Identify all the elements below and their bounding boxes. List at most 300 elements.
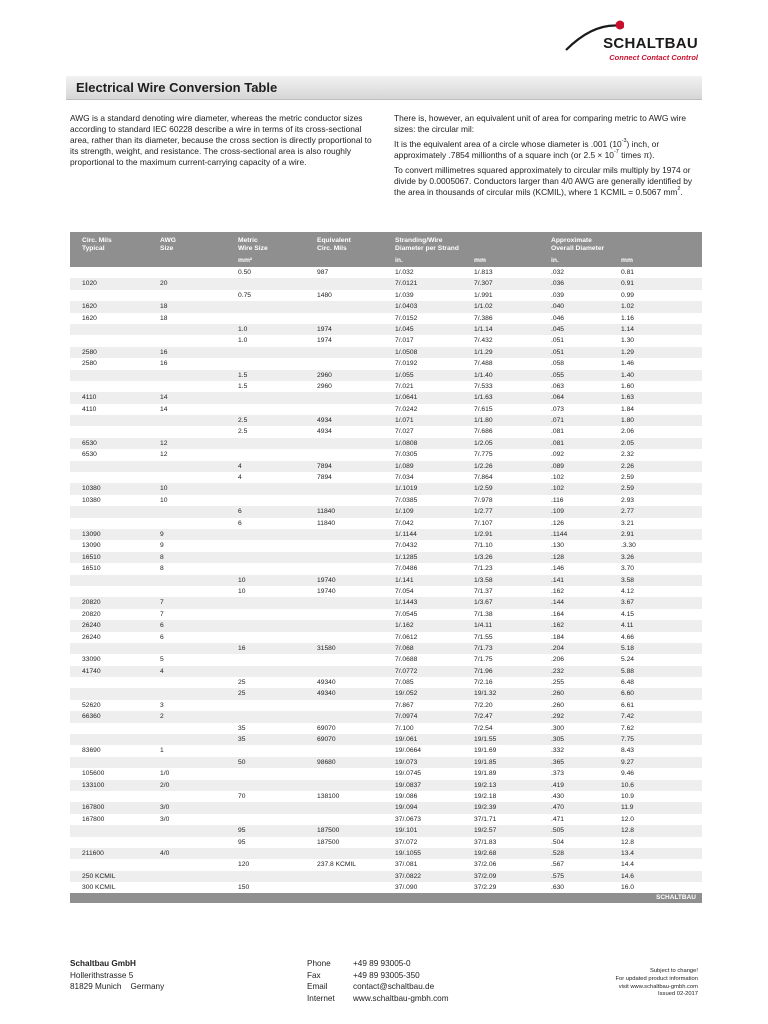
- table-cell: 20: [160, 280, 168, 288]
- table-cell: 19/.061: [395, 736, 418, 744]
- table-row: [70, 871, 702, 882]
- table-cell: 6: [160, 633, 164, 641]
- table-cell: 69070: [317, 736, 336, 744]
- table-cell: 16: [238, 644, 246, 652]
- table-cell: 6530: [82, 439, 97, 447]
- table-cell: 1/1.80: [474, 417, 493, 425]
- table-footer-logo: SCHALTBAU: [656, 894, 696, 902]
- table-cell: 7/.0152: [395, 314, 418, 322]
- table-cell: 7/1.96: [474, 667, 493, 675]
- table-cell: .305: [551, 736, 565, 744]
- table-cell: 300 KCMIL: [82, 884, 116, 892]
- table-cell: 37/2.09: [474, 872, 497, 880]
- table-cell: 7/.867: [395, 701, 414, 709]
- table-cell: 4: [238, 474, 242, 482]
- table-header: [70, 232, 702, 267]
- table-cell: 7/.0612: [395, 633, 418, 641]
- table-cell: 37/2.29: [474, 884, 497, 892]
- table-cell: 5.88: [621, 667, 635, 675]
- note-subject-to-change: Subject to change!: [649, 968, 698, 974]
- footer-notes: [616, 968, 699, 999]
- fax-label: Fax: [307, 970, 321, 980]
- table-cell: 7/.054: [395, 587, 414, 595]
- table-cell: 16.0: [621, 884, 635, 892]
- table-cell: 7/2.47: [474, 713, 493, 721]
- table-cell: 3.70: [621, 565, 635, 573]
- table-cell: 9: [160, 542, 164, 550]
- table-cell: 10.6: [621, 781, 635, 789]
- table-cell: 70: [238, 792, 246, 800]
- table-cell: 19/1.55: [474, 736, 497, 744]
- header-equivalent: Equivalent Circ. Mils: [317, 237, 351, 252]
- table-cell: 7/.0121: [395, 280, 418, 288]
- table-cell: 133100: [82, 781, 105, 789]
- table-cell: .073: [551, 405, 565, 413]
- table-cell: 14.4: [621, 861, 635, 869]
- table-cell: 1/.1144: [395, 530, 417, 538]
- table-cell: 1/.1019: [395, 485, 418, 493]
- table-cell: 7/1.37: [474, 587, 493, 595]
- conversion-table: [70, 232, 702, 903]
- table-cell: .130: [551, 542, 565, 550]
- table-cell: 7/.0242: [395, 405, 418, 413]
- table-cell: 7894: [317, 474, 332, 482]
- fax-value: +49 89 93005-350: [353, 970, 420, 980]
- company-city: 81829 Munich Germany: [70, 982, 165, 991]
- table-row: [70, 859, 702, 870]
- table-cell: 37/.090: [395, 884, 418, 892]
- table-row: [70, 882, 702, 893]
- table-cell: 1.60: [621, 382, 635, 390]
- table-cell: 1.14: [621, 325, 635, 333]
- table-cell: 41740: [82, 667, 101, 675]
- table-cell: 4.11: [621, 622, 634, 630]
- table-cell: .373: [551, 770, 565, 778]
- table-cell: 10: [238, 576, 246, 584]
- table-cell: 9.46: [621, 770, 635, 778]
- table-cell: 7.75: [621, 736, 635, 744]
- header-overall-in: in.: [551, 257, 559, 264]
- table-cell: .058: [551, 360, 565, 368]
- footer-company: [70, 958, 164, 993]
- table-cell: 3.58: [621, 576, 635, 584]
- table-cell: 18: [160, 303, 168, 311]
- table-cell: 1/3.58: [474, 576, 493, 584]
- table-cell: 2.91: [621, 530, 635, 538]
- table-cell: 6.60: [621, 690, 635, 698]
- table-cell: 19/1.89: [474, 770, 497, 778]
- table-cell: 6530: [82, 451, 97, 459]
- table-cell: 1.5: [238, 371, 248, 379]
- table-cell: 4110: [82, 405, 97, 413]
- table-cell: 7/.100: [395, 724, 414, 732]
- table-cell: 7/.978: [474, 496, 493, 504]
- table-cell: .045: [551, 325, 565, 333]
- table-cell: 10380: [82, 485, 101, 493]
- table-cell: 7.42: [621, 713, 635, 721]
- table-cell: .116: [551, 496, 564, 504]
- table-cell: 5.24: [621, 656, 635, 664]
- table-cell: .089: [551, 462, 565, 470]
- table-cell: .430: [551, 792, 565, 800]
- table-cell: 3: [160, 701, 164, 709]
- table-row: [70, 837, 702, 848]
- table-row: [70, 426, 702, 437]
- table-cell: 2960: [317, 382, 332, 390]
- table-cell: 37/.0822: [395, 872, 422, 880]
- table-cell: 7/2.16: [474, 679, 493, 687]
- table-cell: 1620: [82, 303, 97, 311]
- brand-name: SCHALTBAU: [603, 35, 698, 52]
- table-cell: 25: [238, 679, 246, 687]
- table-cell: 19/.1055: [395, 849, 422, 857]
- table-cell: 1020: [82, 280, 97, 288]
- table-cell: 7/.432: [474, 337, 493, 345]
- table-cell: .184: [551, 633, 565, 641]
- table-cell: 5.18: [621, 644, 635, 652]
- table-cell: 1/1.29: [474, 348, 493, 356]
- table-cell: 37/.0673: [395, 815, 422, 823]
- table-cell: 211600: [82, 849, 104, 857]
- table-row: [70, 370, 702, 381]
- table-cell: 69070: [317, 724, 336, 732]
- intro-left: [70, 113, 376, 172]
- table-cell: 187500: [317, 827, 340, 835]
- table-row: [70, 768, 702, 779]
- table-cell: 26240: [82, 622, 101, 630]
- company-street: Hollerithstrasse 5: [70, 970, 134, 980]
- header-strand-mm: mm: [474, 257, 486, 264]
- table-cell: 7/2.54: [474, 724, 493, 732]
- table-cell: 2.59: [621, 485, 635, 493]
- table-cell: 7/.386: [474, 314, 493, 322]
- table-cell: .040: [551, 303, 565, 311]
- header-stranding: Stranding/Wire Diameter per Strand: [395, 237, 459, 252]
- table-cell: 19740: [317, 587, 336, 595]
- table-cell: 50: [238, 758, 246, 766]
- table-cell: 49340: [317, 679, 336, 687]
- table-cell: 19/.086: [395, 792, 418, 800]
- table-cell: 2.26: [621, 462, 635, 470]
- table-cell: 20820: [82, 610, 101, 618]
- header-awg: AWG Size: [160, 237, 176, 252]
- title-bar: [66, 76, 702, 100]
- table-cell: 7/.775: [474, 451, 493, 459]
- table-cell: 4: [160, 667, 164, 675]
- page-title: Electrical Wire Conversion Table: [76, 80, 278, 95]
- table-cell: 167800: [82, 815, 105, 823]
- table-row: [70, 666, 702, 677]
- header-metric: Metric Wire Size: [238, 237, 268, 252]
- table-cell: .164: [551, 610, 565, 618]
- table-cell: 11.9: [621, 804, 634, 812]
- phone-label: Phone: [307, 959, 331, 968]
- table-cell: 250 KCMIL: [82, 872, 116, 880]
- table-cell: 2.77: [621, 508, 635, 516]
- table-cell: 1.29: [621, 348, 635, 356]
- table-cell: 7/.027: [395, 428, 414, 436]
- table-cell: 1/2.05: [474, 439, 493, 447]
- table-cell: 10.9: [621, 792, 635, 800]
- table-cell: 1/3.26: [474, 553, 493, 561]
- table-cell: 2.06: [621, 428, 635, 436]
- table-cell: .126: [551, 519, 565, 527]
- table-row: [70, 506, 702, 517]
- table-row: [70, 563, 702, 574]
- table-cell: 6.61: [621, 701, 635, 709]
- table-cell: .528: [551, 849, 565, 857]
- table-cell: 237.8 KCMIL: [317, 861, 357, 869]
- brand-logo: [558, 18, 698, 64]
- table-cell: .102: [551, 485, 565, 493]
- table-cell: 19/1.69: [474, 747, 497, 755]
- table-cell: 7/.0486: [395, 565, 418, 573]
- table-cell: .081: [551, 439, 565, 447]
- intro-right: [394, 113, 700, 202]
- table-cell: 3/0: [160, 804, 170, 812]
- table-cell: .109: [551, 508, 565, 516]
- table-cell: 2580: [82, 360, 97, 368]
- table-cell: .365: [551, 758, 565, 766]
- table-cell: 7/.0772: [395, 667, 418, 675]
- table-row: [70, 290, 702, 301]
- table-cell: 7/.533: [474, 382, 493, 390]
- table-cell: .419: [551, 781, 565, 789]
- table-cell: 105600: [82, 770, 105, 778]
- intro-right-paragraph-3: To convert millimetres squared approximately to circular mils multiply by 1974 or divide by 0.0005067. Conductors larger than 4/0 AWG are generally identified by the area in thousands of circular mils (KCMIL), where 1 KCMIL = 0.5067 $mm^2$.: [394, 165, 693, 197]
- table-cell: 35: [238, 736, 246, 744]
- internet-label: Internet: [307, 993, 335, 1003]
- table-row: [70, 540, 702, 551]
- table-cell: .071: [551, 417, 565, 425]
- table-cell: 7/.107: [474, 519, 493, 527]
- table-cell: 7/.068: [395, 644, 414, 652]
- table-row: [70, 335, 702, 346]
- table-cell: 12.0: [621, 815, 635, 823]
- table-cell: 4/0: [160, 849, 170, 857]
- table-row: [70, 415, 702, 426]
- table-cell: 1/.162: [395, 622, 414, 630]
- table-row: [70, 677, 702, 688]
- table-cell: 19/2.18: [474, 792, 497, 800]
- table-row: [70, 267, 702, 278]
- footer-contact: [307, 958, 449, 1004]
- table-cell: 6: [238, 519, 242, 527]
- table-row: [70, 324, 702, 335]
- table-cell: 37/1.71: [474, 815, 497, 823]
- table-cell: 2960: [317, 371, 332, 379]
- table-cell: 1.80: [621, 417, 635, 425]
- table-cell: 37/1.83: [474, 838, 497, 846]
- table-cell: 37/.081: [395, 861, 418, 869]
- table-row: [70, 438, 702, 449]
- table-row: [70, 643, 702, 654]
- email-link[interactable]: contact@schaltbau.de: [353, 982, 435, 991]
- table-cell: 1/.991: [474, 291, 493, 299]
- table-cell: 31580: [317, 644, 336, 652]
- table-cell: 10: [160, 496, 168, 504]
- table-cell: 26240: [82, 633, 101, 641]
- table-row: [70, 654, 702, 665]
- table-cell: .102: [551, 474, 565, 482]
- table-cell: 7/.0432: [395, 542, 418, 550]
- table-row: [70, 711, 702, 722]
- note-updated-info: For updated product information: [615, 975, 698, 982]
- table-body: [70, 267, 702, 893]
- table-cell: 7/.0385: [395, 496, 418, 504]
- table-cell: 19/1.32: [474, 690, 497, 698]
- table-cell: 1/0: [160, 770, 170, 778]
- table-cell: 11840: [317, 519, 336, 527]
- table-cell: .255: [551, 679, 565, 687]
- table-cell: 7/.042: [395, 519, 414, 527]
- table-cell: 1/1.63: [474, 394, 493, 402]
- table-cell: 8: [160, 565, 164, 573]
- table-cell: 3.21: [621, 519, 635, 527]
- table-cell: 2580: [82, 348, 97, 356]
- table-cell: 66360: [82, 713, 101, 721]
- email-label: Email: [307, 982, 328, 991]
- table-cell: 16510: [82, 565, 101, 573]
- table-cell: .292: [551, 713, 565, 721]
- table-cell: 19/2.57: [474, 827, 497, 835]
- table-cell: 19/2.39: [474, 804, 497, 812]
- table-cell: 0.99: [621, 291, 635, 299]
- table-cell: 7/.0974: [395, 713, 418, 721]
- table-cell: .470: [551, 804, 565, 812]
- table-cell: 7/.307: [474, 280, 493, 288]
- table-cell: 19/.0745: [395, 770, 422, 778]
- table-cell: 4110: [82, 394, 97, 402]
- table-cell: 7894: [317, 462, 332, 470]
- table-cell: 187500: [317, 838, 340, 846]
- note-visit: visit www.schaltbau-gmbh.com: [618, 983, 698, 990]
- table-row: [70, 814, 702, 825]
- table-cell: 7/1.38: [474, 610, 493, 618]
- table-row: [70, 301, 702, 312]
- table-cell: 25: [238, 690, 246, 698]
- table-cell: 2.5: [238, 428, 248, 436]
- table-cell: 13.4: [621, 849, 635, 857]
- table-row: [70, 734, 702, 745]
- table-cell: 1.5: [238, 382, 248, 390]
- table-cell: 1/.032: [395, 269, 414, 276]
- table-cell: 1: [160, 747, 164, 755]
- table-cell: .162: [551, 622, 565, 630]
- table-cell: 1/.055: [395, 371, 414, 379]
- table-cell: 37/2.06: [474, 861, 497, 869]
- table-row: [70, 529, 702, 540]
- table-cell: .567: [551, 861, 565, 869]
- table-cell: 49340: [317, 690, 336, 698]
- table-row: [70, 449, 702, 460]
- table-cell: 14: [160, 394, 168, 402]
- table-cell: 1.84: [621, 405, 635, 413]
- table-cell: 7/.0545: [395, 610, 418, 618]
- table-cell: .081: [551, 428, 565, 436]
- table-cell: 98680: [317, 758, 336, 766]
- table-cell: 1/2.26: [474, 462, 493, 470]
- table-cell: 1/.0808: [395, 439, 418, 447]
- table-cell: 7: [160, 610, 164, 618]
- table-row: [70, 392, 702, 403]
- table-cell: 13090: [82, 542, 101, 550]
- company-name: Schaltbau GmbH: [70, 959, 136, 968]
- table-cell: 13090: [82, 530, 101, 538]
- table-cell: 19/.0664: [395, 747, 422, 755]
- table-cell: 1/4.11: [474, 622, 493, 630]
- table-cell: 19/.073: [395, 758, 418, 766]
- table-row: [70, 597, 702, 608]
- table-row: [70, 381, 702, 392]
- table-row: [70, 586, 702, 597]
- table-cell: 7/.0305: [395, 451, 418, 459]
- table-cell: .092: [551, 451, 565, 459]
- table-cell: 1974: [317, 337, 332, 345]
- table-cell: 1.16: [621, 314, 635, 322]
- table-row: [70, 358, 702, 369]
- table-cell: 7.62: [621, 724, 635, 732]
- table-cell: 16510: [82, 553, 101, 561]
- table-cell: 0.75: [238, 291, 252, 299]
- table-cell: 35: [238, 724, 246, 732]
- table-cell: 6: [160, 622, 164, 630]
- table-row: [70, 313, 702, 324]
- table-cell: 7/.034: [395, 474, 414, 482]
- table-cell: 16: [160, 348, 168, 356]
- table-cell: 1480: [317, 291, 332, 299]
- table-cell: 95: [238, 827, 246, 835]
- table-cell: 14: [160, 405, 168, 413]
- header-circ-mils: Circ. Mils Typical: [82, 237, 112, 252]
- table-cell: 14.6: [621, 872, 635, 880]
- table-cell: 7/1.75: [474, 656, 493, 664]
- table-cell: 1/.1285: [395, 553, 418, 561]
- table-cell: 10: [238, 587, 246, 595]
- table-cell: 1/.045: [395, 325, 414, 333]
- table-cell: 12.8: [621, 827, 635, 835]
- table-cell: .162: [551, 587, 565, 595]
- table-cell: .064: [551, 394, 565, 402]
- table-cell: 1/.141: [395, 576, 414, 584]
- table-row: [70, 848, 702, 859]
- table-cell: 1/.813: [474, 269, 493, 276]
- table-cell: 1.30: [621, 337, 635, 345]
- table-cell: 2.93: [621, 496, 635, 504]
- table-cell: 7/.017: [395, 337, 414, 345]
- table-cell: .144: [551, 599, 565, 607]
- table-cell: 2.59: [621, 474, 635, 482]
- table-row: [70, 609, 702, 620]
- table-cell: 1/.0403: [395, 303, 418, 311]
- website-link[interactable]: www.schaltbau-gmbh.com: [353, 993, 449, 1003]
- table-row: [70, 825, 702, 836]
- table-cell: .128: [551, 553, 565, 561]
- table-cell: 1/.109: [395, 508, 414, 516]
- table-cell: 1974: [317, 325, 332, 333]
- table-cell: 1.02: [621, 303, 635, 311]
- table-cell: 1/.039: [395, 291, 414, 299]
- table-row: [70, 688, 702, 699]
- table-row: [70, 700, 702, 711]
- header-overall: Approximate Overall Diameter: [551, 237, 605, 252]
- table-cell: .051: [551, 348, 565, 356]
- table-cell: 52620: [82, 701, 101, 709]
- table-row: [70, 472, 702, 483]
- table-cell: 2: [160, 713, 164, 721]
- table-row: [70, 802, 702, 813]
- table-cell: 987: [317, 269, 329, 276]
